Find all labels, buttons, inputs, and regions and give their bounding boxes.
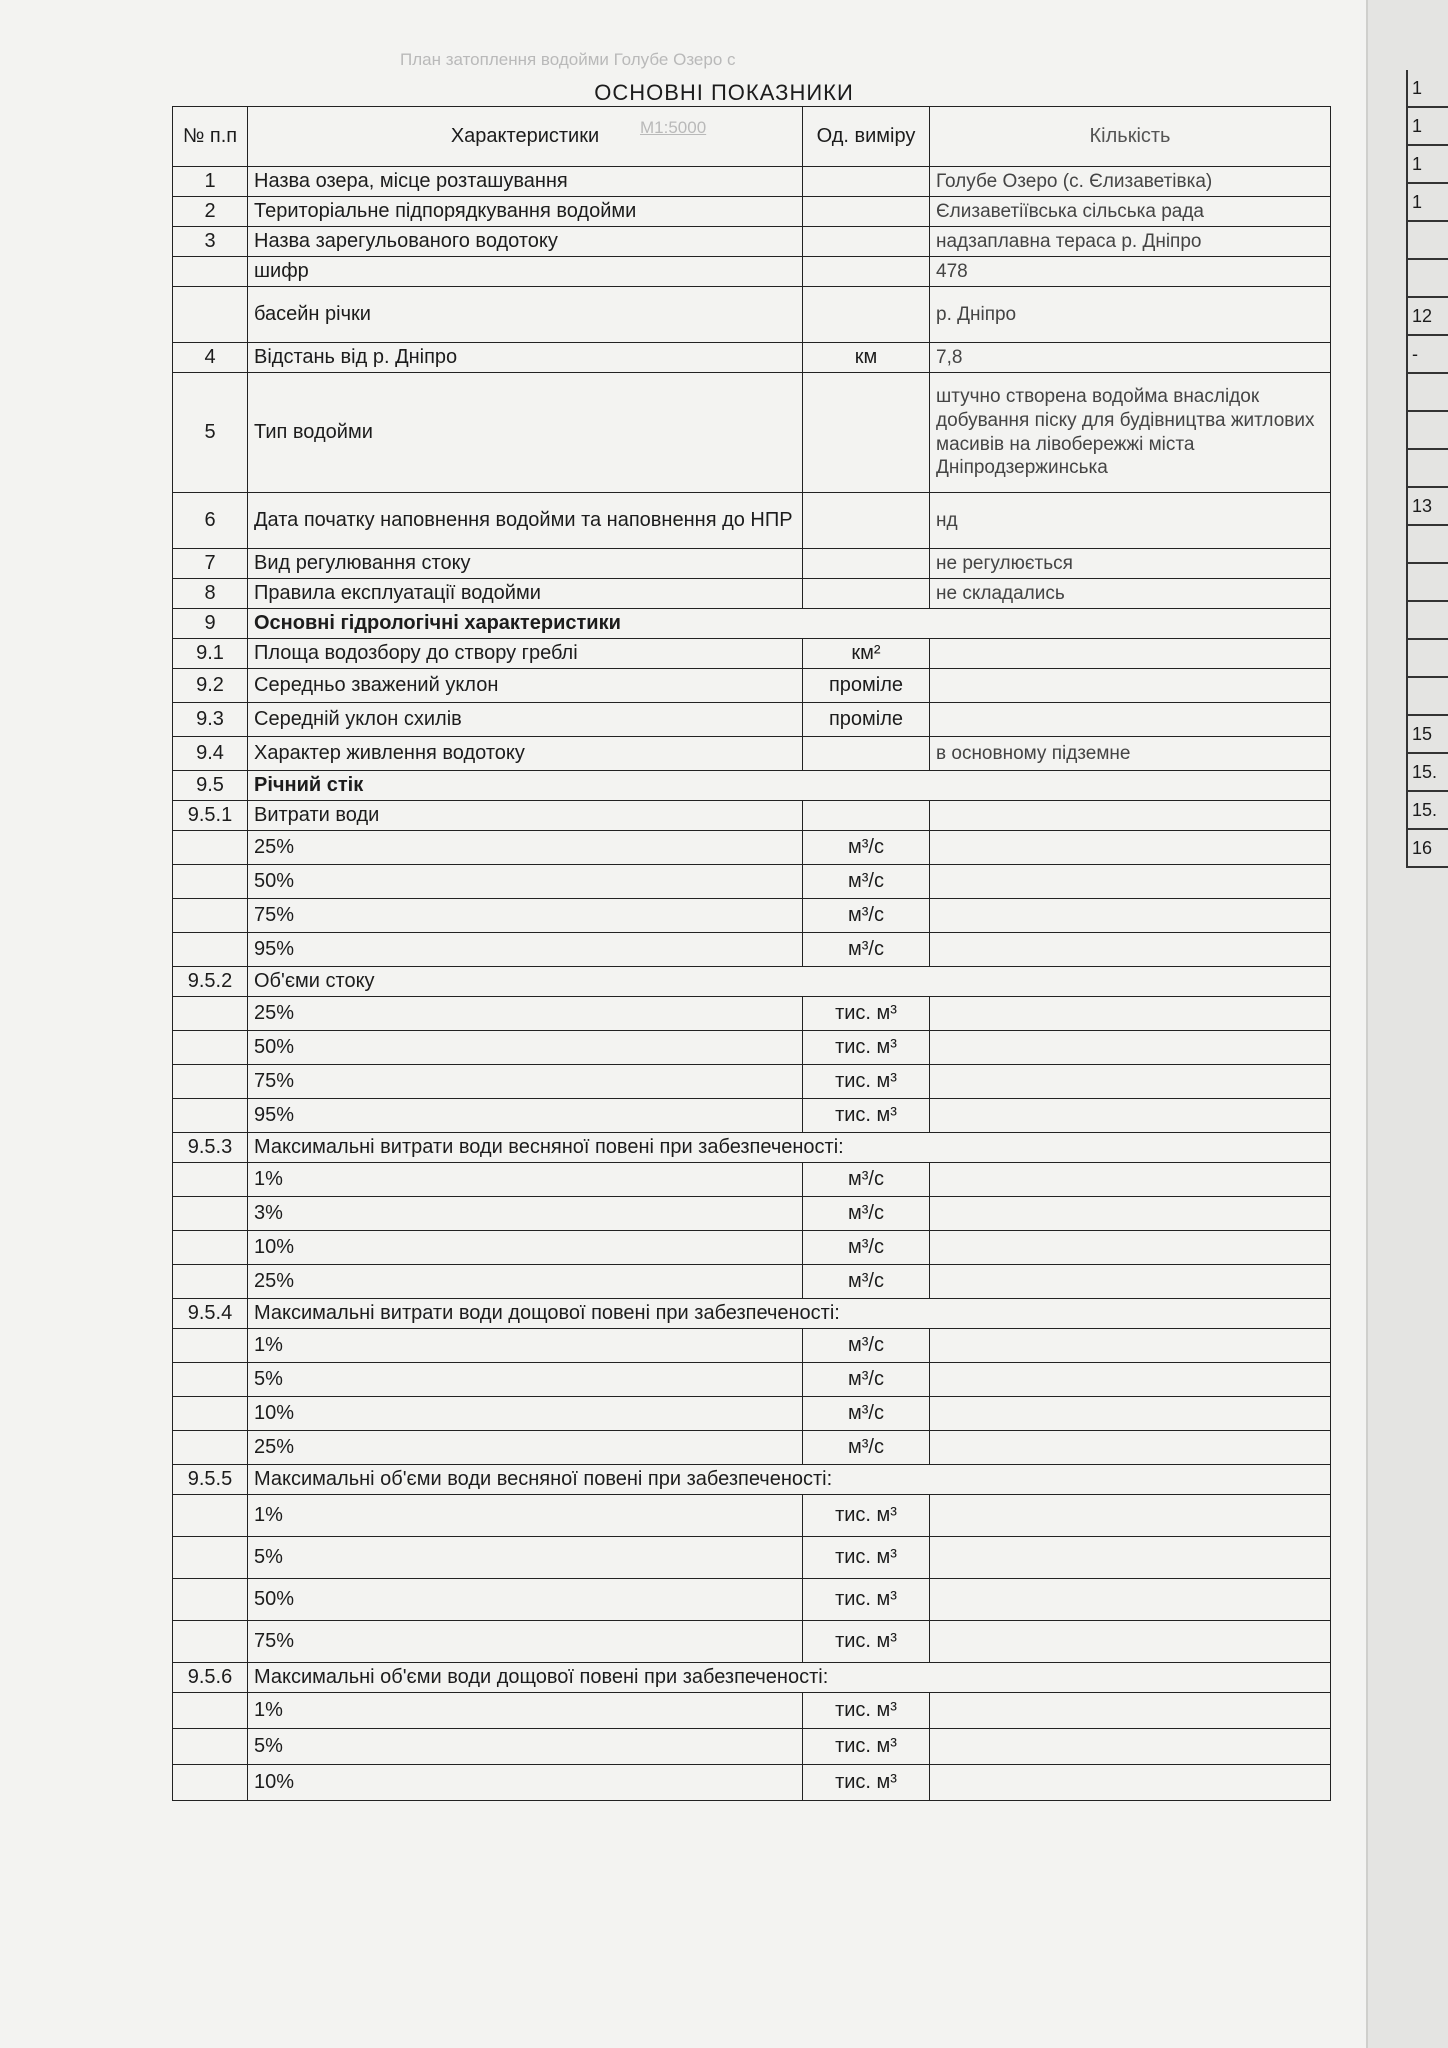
row-characteristic: 10% xyxy=(248,1765,803,1801)
row-characteristic: Витрати води xyxy=(248,801,803,831)
row-unit xyxy=(803,257,930,287)
row-characteristic: 50% xyxy=(248,1579,803,1621)
row-characteristic: басейн річки xyxy=(248,287,803,343)
row-number: 9.5.4 xyxy=(173,1299,248,1329)
row-unit: тис. м³ xyxy=(803,1693,930,1729)
row-quantity xyxy=(930,1329,1331,1363)
row-quantity: надзаплавна тераса р. Дніпро xyxy=(930,227,1331,257)
row-unit: км² xyxy=(803,639,930,669)
row-characteristic: 75% xyxy=(248,1621,803,1663)
row-quantity: Єлизаветіївська сільська рада xyxy=(930,197,1331,227)
row-number: 9.4 xyxy=(173,737,248,771)
adjacent-page-cell: 15 xyxy=(1408,716,1448,754)
row-number: 9.5.5 xyxy=(173,1465,248,1495)
row-number xyxy=(173,933,248,967)
row-unit: тис. м³ xyxy=(803,1031,930,1065)
row-characteristic: 50% xyxy=(248,865,803,899)
table-row xyxy=(173,257,1331,287)
row-unit: тис. м³ xyxy=(803,1765,930,1801)
row-number xyxy=(173,831,248,865)
row-number: 3 xyxy=(173,227,248,257)
row-number xyxy=(173,899,248,933)
row-number xyxy=(173,1621,248,1663)
row-number: 9 xyxy=(173,609,248,639)
row-unit xyxy=(803,737,930,771)
row-characteristic: 75% xyxy=(248,1065,803,1099)
row-characteristic: 5% xyxy=(248,1729,803,1765)
row-characteristic: Назва озера, місце розташування xyxy=(248,167,803,197)
adjacent-page-strip xyxy=(1366,0,1448,2048)
row-characteristic: Річний стік xyxy=(248,771,1331,801)
row-quantity xyxy=(930,1431,1331,1465)
row-unit: м³/с xyxy=(803,1431,930,1465)
table-row xyxy=(173,1495,1331,1537)
table-row xyxy=(173,1265,1331,1299)
row-number xyxy=(173,1163,248,1197)
row-number xyxy=(173,1329,248,1363)
adjacent-page-cell: 13 xyxy=(1408,488,1448,526)
adjacent-page-cell: 1 xyxy=(1408,146,1448,184)
table-row xyxy=(173,1299,1331,1329)
row-unit: тис. м³ xyxy=(803,1729,930,1765)
row-quantity: не регулюється xyxy=(930,549,1331,579)
table-row xyxy=(173,1329,1331,1363)
row-number xyxy=(173,1065,248,1099)
row-quantity xyxy=(930,831,1331,865)
row-quantity xyxy=(930,1693,1331,1729)
row-unit: тис. м³ xyxy=(803,1495,930,1537)
row-number xyxy=(173,1265,248,1299)
row-unit: м³/с xyxy=(803,1163,930,1197)
row-unit: м³/с xyxy=(803,1363,930,1397)
table-row xyxy=(173,865,1331,899)
adjacent-page-cell xyxy=(1408,640,1448,678)
row-number: 9.5.2 xyxy=(173,967,248,997)
table-row xyxy=(173,1231,1331,1265)
row-characteristic: Відстань від р. Дніпро xyxy=(248,343,803,373)
table-row xyxy=(173,167,1331,197)
table-row xyxy=(173,493,1331,549)
row-number: 7 xyxy=(173,549,248,579)
row-unit xyxy=(803,287,930,343)
row-unit: м³/с xyxy=(803,1397,930,1431)
row-number xyxy=(173,1537,248,1579)
row-unit xyxy=(803,549,930,579)
row-unit: тис. м³ xyxy=(803,1537,930,1579)
row-characteristic: 3% xyxy=(248,1197,803,1231)
row-unit: тис. м³ xyxy=(803,1099,930,1133)
adjacent-page-cell xyxy=(1408,564,1448,602)
row-unit: проміле xyxy=(803,669,930,703)
row-quantity xyxy=(930,1537,1331,1579)
row-characteristic: 50% xyxy=(248,1031,803,1065)
adjacent-page-table xyxy=(1406,70,1448,868)
row-number xyxy=(173,1031,248,1065)
row-number: 1 xyxy=(173,167,248,197)
adjacent-page-cell: 15. xyxy=(1408,754,1448,792)
table-row xyxy=(173,703,1331,737)
row-unit: проміле xyxy=(803,703,930,737)
row-characteristic: Максимальні витрати води весняної повені при забезпеченості: xyxy=(248,1133,1331,1163)
row-characteristic: 25% xyxy=(248,1431,803,1465)
row-quantity: 478 xyxy=(930,257,1331,287)
row-characteristic: 10% xyxy=(248,1231,803,1265)
table-row xyxy=(173,737,1331,771)
row-number xyxy=(173,1693,248,1729)
row-characteristic: Максимальні об'єми води дощової повені при забезпеченості: xyxy=(248,1663,1331,1693)
row-number: 9.5 xyxy=(173,771,248,801)
row-quantity xyxy=(930,899,1331,933)
row-quantity xyxy=(930,1099,1331,1133)
row-number: 9.5.3 xyxy=(173,1133,248,1163)
row-characteristic: 1% xyxy=(248,1329,803,1363)
row-characteristic: Основні гідрологічні характеристики xyxy=(248,609,1331,639)
table-row xyxy=(173,997,1331,1031)
row-quantity xyxy=(930,1031,1331,1065)
adjacent-page-cell xyxy=(1408,412,1448,450)
row-characteristic: 5% xyxy=(248,1537,803,1579)
row-quantity xyxy=(930,1231,1331,1265)
table-row xyxy=(173,549,1331,579)
adjacent-page-cell: - xyxy=(1408,336,1448,374)
row-unit: м³/с xyxy=(803,899,930,933)
row-quantity xyxy=(930,997,1331,1031)
adjacent-page-cell xyxy=(1408,526,1448,564)
header-num: № п.п xyxy=(173,107,248,167)
bleed-through-text: План затоплення водойми Голубе Озеро с xyxy=(400,50,736,69)
row-characteristic: Дата початку наповнення водойми та наповнення до НПР xyxy=(248,493,803,549)
table-row xyxy=(173,579,1331,609)
table-row xyxy=(173,1431,1331,1465)
table-header-row xyxy=(173,107,1331,167)
row-number: 6 xyxy=(173,493,248,549)
table-row xyxy=(173,227,1331,257)
table-row xyxy=(173,1065,1331,1099)
table-row xyxy=(173,1197,1331,1231)
row-number: 4 xyxy=(173,343,248,373)
row-characteristic: 95% xyxy=(248,933,803,967)
row-unit: м³/с xyxy=(803,933,930,967)
row-number xyxy=(173,1099,248,1133)
row-quantity: нд xyxy=(930,493,1331,549)
row-number xyxy=(173,257,248,287)
table-row xyxy=(173,933,1331,967)
table-row xyxy=(173,287,1331,343)
row-characteristic: 1% xyxy=(248,1163,803,1197)
row-quantity xyxy=(930,1265,1331,1299)
row-quantity xyxy=(930,1065,1331,1099)
row-unit: м³/с xyxy=(803,831,930,865)
table-row xyxy=(173,1465,1331,1495)
row-quantity xyxy=(930,703,1331,737)
row-number xyxy=(173,1579,248,1621)
row-number xyxy=(173,1765,248,1801)
row-characteristic: 25% xyxy=(248,997,803,1031)
adjacent-page-cell xyxy=(1408,450,1448,488)
row-unit: км xyxy=(803,343,930,373)
row-characteristic: 95% xyxy=(248,1099,803,1133)
row-quantity xyxy=(930,1495,1331,1537)
row-unit: тис. м³ xyxy=(803,1065,930,1099)
row-number: 2 xyxy=(173,197,248,227)
table-row xyxy=(173,801,1331,831)
row-unit: м³/с xyxy=(803,1231,930,1265)
adjacent-page-cell: 1 xyxy=(1408,70,1448,108)
adjacent-page-cell: 12 xyxy=(1408,298,1448,336)
row-quantity xyxy=(930,1197,1331,1231)
row-characteristic: Об'єми стоку xyxy=(248,967,1331,997)
row-unit xyxy=(803,801,930,831)
row-unit xyxy=(803,493,930,549)
row-unit xyxy=(803,167,930,197)
row-number xyxy=(173,1231,248,1265)
header-quantity: Кількість xyxy=(930,107,1331,167)
row-characteristic: Максимальні об'єми води весняної повені при забезпеченості: xyxy=(248,1465,1331,1495)
row-quantity xyxy=(930,1363,1331,1397)
table-row xyxy=(173,1663,1331,1693)
row-number: 9.1 xyxy=(173,639,248,669)
row-unit: м³/с xyxy=(803,1197,930,1231)
row-number xyxy=(173,1197,248,1231)
row-quantity xyxy=(930,1765,1331,1801)
row-characteristic: Назва зарегульованого водотоку xyxy=(248,227,803,257)
adjacent-page-cell xyxy=(1408,222,1448,260)
row-unit: тис. м³ xyxy=(803,1579,930,1621)
row-quantity xyxy=(930,865,1331,899)
row-characteristic: Середньо зважений уклон xyxy=(248,669,803,703)
row-unit xyxy=(803,197,930,227)
adjacent-page-cell xyxy=(1408,374,1448,412)
row-unit: м³/с xyxy=(803,1265,930,1299)
row-unit xyxy=(803,227,930,257)
table-row xyxy=(173,771,1331,801)
row-quantity: в основному підземне xyxy=(930,737,1331,771)
table-row xyxy=(173,1693,1331,1729)
row-characteristic: Тип водойми xyxy=(248,373,803,493)
row-quantity: Голубе Озеро (с. Єлизаветівка) xyxy=(930,167,1331,197)
row-characteristic: Характер живлення водотоку xyxy=(248,737,803,771)
table-row xyxy=(173,1537,1331,1579)
row-number xyxy=(173,1495,248,1537)
table-row xyxy=(173,831,1331,865)
row-unit: тис. м³ xyxy=(803,997,930,1031)
header-characteristic: Характеристики xyxy=(248,107,803,167)
adjacent-page-cell: 1 xyxy=(1408,184,1448,222)
table-row xyxy=(173,1133,1331,1163)
row-number xyxy=(173,1363,248,1397)
row-quantity: 7,8 xyxy=(930,343,1331,373)
indicators-table xyxy=(172,106,1331,1801)
row-number xyxy=(173,997,248,1031)
row-characteristic: 25% xyxy=(248,1265,803,1299)
row-number: 9.5.6 xyxy=(173,1663,248,1693)
row-characteristic: шифр xyxy=(248,257,803,287)
row-quantity: штучно створена водойма внаслідок добування піску для будівництва житлових масивів на лівобережжі міста Дніпродзержинська xyxy=(930,373,1331,493)
row-number: 8 xyxy=(173,579,248,609)
table-row xyxy=(173,1579,1331,1621)
row-quantity: р. Дніпро xyxy=(930,287,1331,343)
row-characteristic: Середній уклон схилів xyxy=(248,703,803,737)
header-unit: Од. виміру xyxy=(803,107,930,167)
row-number xyxy=(173,865,248,899)
table-row xyxy=(173,343,1331,373)
adjacent-page-cell xyxy=(1408,678,1448,716)
page-title: ОСНОВНІ ПОКАЗНИКИ xyxy=(594,80,854,105)
row-unit xyxy=(803,579,930,609)
table-row xyxy=(173,1099,1331,1133)
table-row xyxy=(173,1163,1331,1197)
row-characteristic: 1% xyxy=(248,1495,803,1537)
table-row xyxy=(173,1765,1331,1801)
row-characteristic: 25% xyxy=(248,831,803,865)
row-unit: тис. м³ xyxy=(803,1621,930,1663)
row-number: 9.5.1 xyxy=(173,801,248,831)
row-quantity xyxy=(930,1729,1331,1765)
adjacent-page-cell xyxy=(1408,602,1448,640)
table-row xyxy=(173,639,1331,669)
row-quantity: не складались xyxy=(930,579,1331,609)
row-quantity xyxy=(930,1621,1331,1663)
table-row xyxy=(173,1397,1331,1431)
row-number xyxy=(173,1431,248,1465)
table-row xyxy=(173,1729,1331,1765)
row-number xyxy=(173,287,248,343)
table-row xyxy=(173,1621,1331,1663)
row-characteristic: 75% xyxy=(248,899,803,933)
table-row xyxy=(173,1363,1331,1397)
table-row xyxy=(173,669,1331,703)
row-unit xyxy=(803,373,930,493)
row-characteristic: 10% xyxy=(248,1397,803,1431)
row-quantity xyxy=(930,1397,1331,1431)
row-unit: м³/с xyxy=(803,865,930,899)
row-unit: м³/с xyxy=(803,1329,930,1363)
row-quantity xyxy=(930,669,1331,703)
table-row xyxy=(173,1031,1331,1065)
row-characteristic: Територіальне підпорядкування водойми xyxy=(248,197,803,227)
row-number: 5 xyxy=(173,373,248,493)
row-quantity xyxy=(930,1163,1331,1197)
adjacent-page-cell: 15. xyxy=(1408,792,1448,830)
row-characteristic: 1% xyxy=(248,1693,803,1729)
row-characteristic: Правила експлуатації водойми xyxy=(248,579,803,609)
row-number: 9.2 xyxy=(173,669,248,703)
row-quantity xyxy=(930,933,1331,967)
table-row xyxy=(173,899,1331,933)
table-row xyxy=(173,197,1331,227)
table-row xyxy=(173,967,1331,997)
row-characteristic: Площа водозбору до створу греблі xyxy=(248,639,803,669)
row-characteristic: 5% xyxy=(248,1363,803,1397)
row-characteristic: Максимальні витрати води дощової повені при забезпеченості: xyxy=(248,1299,1331,1329)
adjacent-page-cell: 1 xyxy=(1408,108,1448,146)
bleed-through-scale: М1:5000 xyxy=(640,118,707,137)
row-characteristic: Вид регулювання стоку xyxy=(248,549,803,579)
table-row xyxy=(173,609,1331,639)
adjacent-page-cell: 16 xyxy=(1408,830,1448,868)
row-number xyxy=(173,1729,248,1765)
row-quantity xyxy=(930,801,1331,831)
row-quantity xyxy=(930,639,1331,669)
adjacent-page-cell xyxy=(1408,260,1448,298)
row-number: 9.3 xyxy=(173,703,248,737)
row-quantity xyxy=(930,1579,1331,1621)
row-number xyxy=(173,1397,248,1431)
table-row xyxy=(173,373,1331,493)
